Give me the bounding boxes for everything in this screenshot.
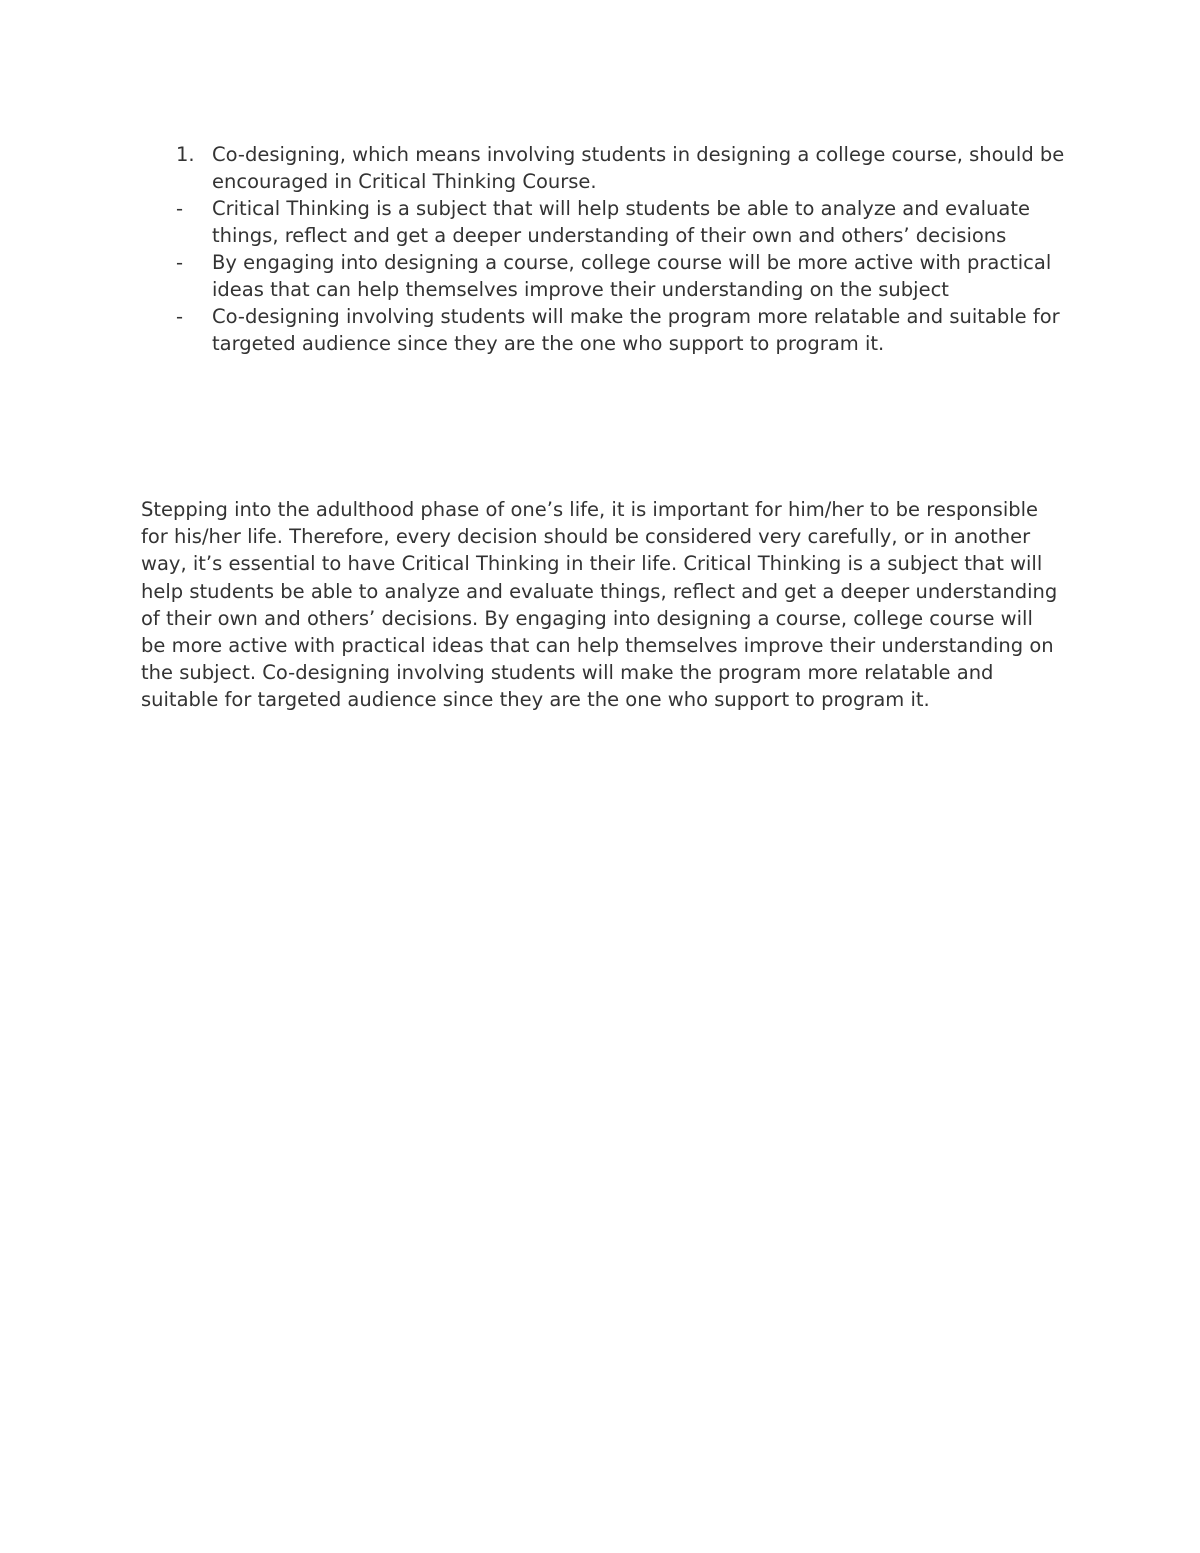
list-marker: - [176,251,184,274]
list-marker: - [176,305,184,328]
list-item [176,195,1076,249]
list-item [176,141,1076,195]
list-marker: 1. [176,143,195,166]
list-item [176,303,1076,357]
outline-list [176,141,1076,357]
list-item-text: Co-designing involving students will make the program more relatable and suitable for targeted audience since they are the one who support to program it. [212,305,1060,355]
list-item-text: Co-designing, which means involving students in designing a college course, should be encouraged in Critical Thinking Course. [212,143,1065,193]
list-item-text: By engaging into designing a course, college course will be more active with practical ideas that can help themselves improve their understanding on the subject [212,251,1052,301]
list-item [176,249,1076,303]
list-marker: - [176,197,184,220]
list-item-text: Critical Thinking is a subject that will help students be able to analyze and evaluate things, reflect and get a deeper understanding of their own and others’ decisions [212,197,1031,247]
body-paragraph: Stepping into the adulthood phase of one’s life, it is important for him/her to be responsible for his/her life. Therefore, every decision should be considered very carefully, or in another way, it’s essential to have Critical Thinking in their life. Critical Thinking is a subject that will help students be able to analyze and evaluate things, reflect and get a deeper understanding of their own and others’ decisions. By engaging into designing a course, college course will be more active with practical ideas that can help themselves improve their understanding on the subject. Co-designing involving students will make the program more relatable and suitable for targeted audience since they are the one who support to program it. [141,498,1058,712]
